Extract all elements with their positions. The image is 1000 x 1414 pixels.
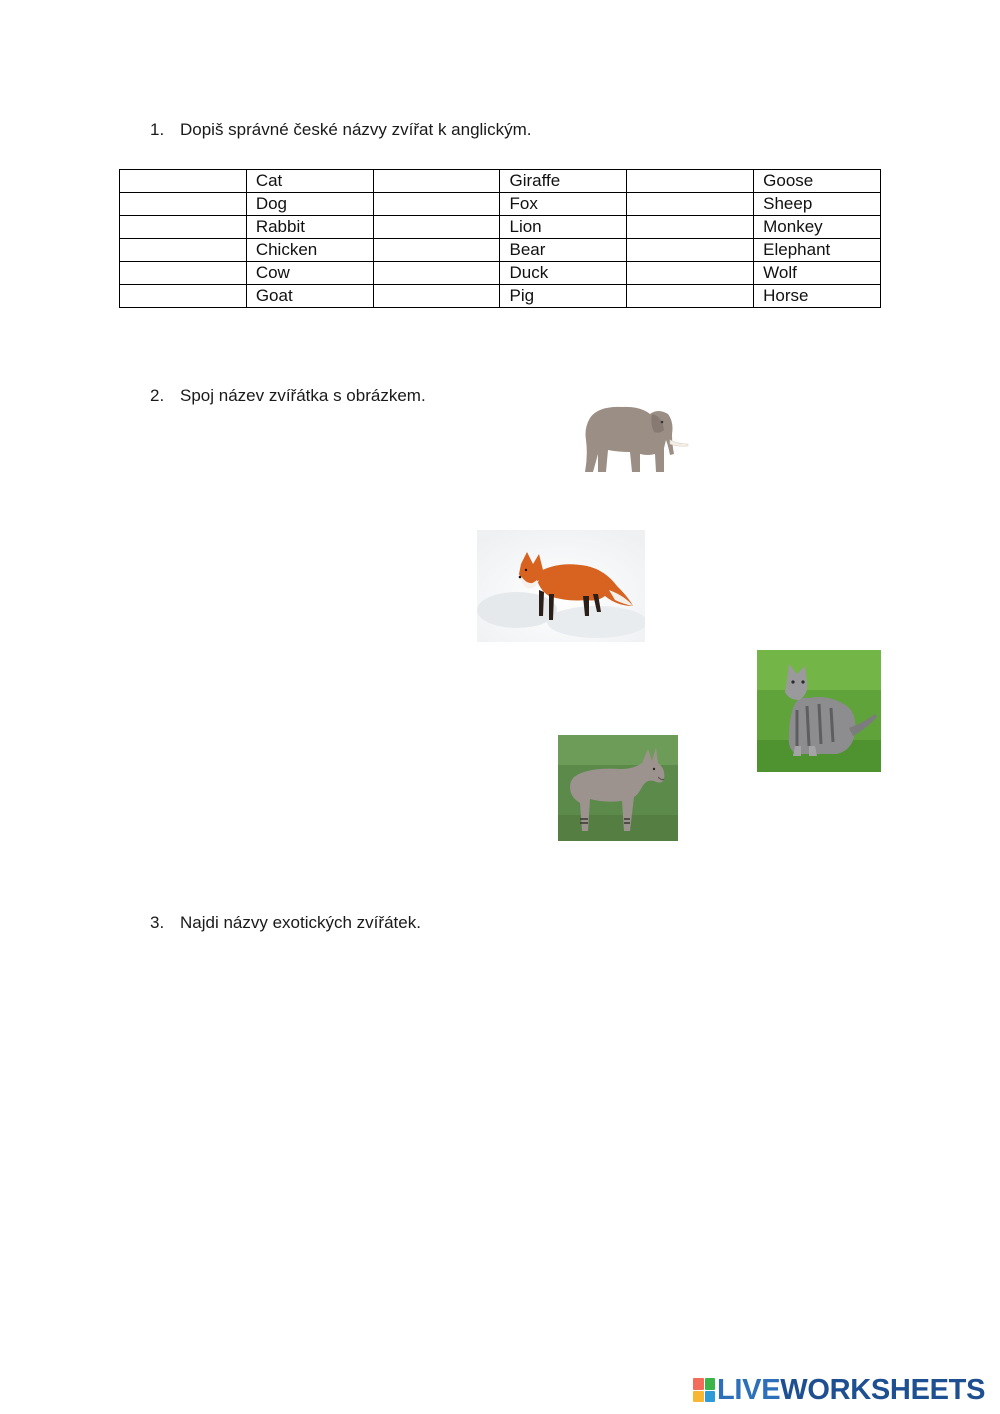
logo-mark-icon <box>693 1378 715 1402</box>
answer-cell[interactable] <box>373 285 500 308</box>
cat-image[interactable] <box>757 650 881 772</box>
word-cell: Rabbit <box>246 216 373 239</box>
word-cell: Duck <box>500 262 627 285</box>
cat-icon <box>757 650 881 772</box>
answer-cell[interactable] <box>373 262 500 285</box>
word-cell: Sheep <box>754 193 881 216</box>
answer-cell[interactable] <box>120 193 247 216</box>
fox-image[interactable] <box>477 530 645 642</box>
donkey-icon <box>558 735 678 841</box>
question-text: Dopiš správné české názvy zvířat k anglickým. <box>180 120 532 139</box>
answer-cell[interactable] <box>627 170 754 193</box>
logo-suffix: WORKSHEETS <box>780 1373 986 1406</box>
word-cell: Dog <box>246 193 373 216</box>
table-row <box>120 170 881 193</box>
word-cell: Pig <box>500 285 627 308</box>
word-cell: Goat <box>246 285 373 308</box>
question-number: 1. <box>150 120 165 139</box>
word-cell: Lion <box>500 216 627 239</box>
logo-prefix: LIVE <box>717 1373 781 1406</box>
logo-text <box>717 1374 985 1407</box>
table-row <box>120 193 881 216</box>
question-2 <box>150 386 426 406</box>
question-1 <box>150 120 531 140</box>
answer-cell[interactable] <box>120 216 247 239</box>
question-text: Spoj název zvířátka s obrázkem. <box>180 386 426 405</box>
elephant-icon <box>578 400 690 476</box>
table-row <box>120 262 881 285</box>
word-cell: Cow <box>246 262 373 285</box>
table-row <box>120 216 881 239</box>
word-cell: Cat <box>246 170 373 193</box>
answer-cell[interactable] <box>373 239 500 262</box>
answer-cell[interactable] <box>120 285 247 308</box>
donkey-image[interactable] <box>558 735 678 841</box>
vocabulary-table <box>119 169 881 308</box>
word-cell: Horse <box>754 285 881 308</box>
question-number: 2. <box>150 386 165 405</box>
answer-cell[interactable] <box>627 216 754 239</box>
question-text: Najdi názvy exotických zvířátek. <box>180 913 421 932</box>
answer-cell[interactable] <box>120 239 247 262</box>
elephant-image[interactable] <box>578 400 690 476</box>
answer-cell[interactable] <box>120 262 247 285</box>
answer-cell[interactable] <box>373 193 500 216</box>
word-cell: Goose <box>754 170 881 193</box>
answer-cell[interactable] <box>627 193 754 216</box>
answer-cell[interactable] <box>373 216 500 239</box>
word-cell: Giraffe <box>500 170 627 193</box>
liveworksheets-logo <box>693 1374 985 1406</box>
question-number: 3. <box>150 913 165 932</box>
answer-cell[interactable] <box>627 239 754 262</box>
answer-cell[interactable] <box>627 285 754 308</box>
answer-cell[interactable] <box>627 262 754 285</box>
word-cell: Chicken <box>246 239 373 262</box>
answer-cell[interactable] <box>120 170 247 193</box>
answer-cell[interactable] <box>373 170 500 193</box>
fox-icon <box>477 530 645 642</box>
table-row <box>120 239 881 262</box>
word-cell: Wolf <box>754 262 881 285</box>
word-cell: Fox <box>500 193 627 216</box>
word-cell: Bear <box>500 239 627 262</box>
word-cell: Elephant <box>754 239 881 262</box>
question-3 <box>150 913 421 933</box>
table-row <box>120 285 881 308</box>
word-cell: Monkey <box>754 216 881 239</box>
